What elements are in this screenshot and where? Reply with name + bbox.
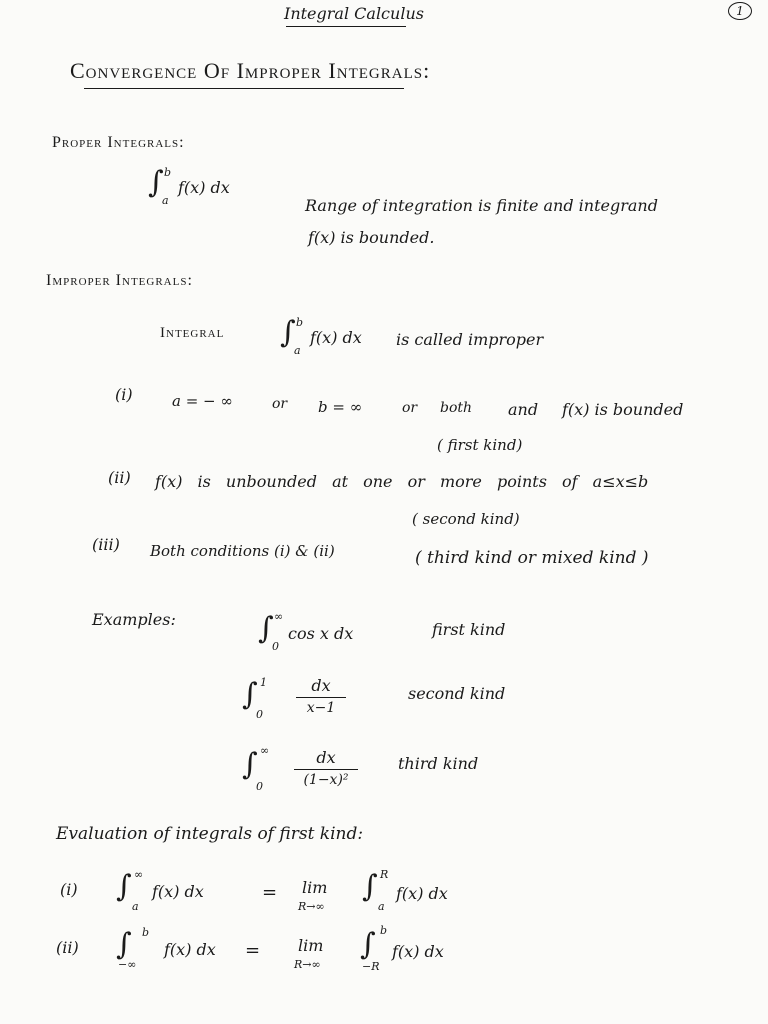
ex2-numerator: dx bbox=[311, 676, 331, 695]
eval2-lim-sub: R→∞ bbox=[294, 958, 321, 971]
ex3-fraction bbox=[294, 748, 358, 788]
header-title: Integral Calculus bbox=[284, 4, 424, 23]
ex2-upper-limit: 1 bbox=[260, 676, 267, 689]
integral-sign-icon: ∫ bbox=[116, 869, 132, 904]
ex2-denominator: x−1 bbox=[306, 700, 336, 716]
ex1-lower-limit: 0 bbox=[272, 640, 279, 653]
eval1-rhs-upper: R bbox=[380, 868, 389, 881]
proper-upper-limit: b bbox=[164, 166, 172, 179]
ex1-upper-limit: ∞ bbox=[274, 610, 284, 623]
proper-desc-line1: Range of integration is finite and integrand bbox=[305, 196, 658, 215]
proper-desc-line2: f(x) is bounded. bbox=[308, 228, 435, 247]
eval1-lhs-upper: ∞ bbox=[134, 868, 144, 881]
ex3-lower-limit: 0 bbox=[256, 780, 263, 793]
case2-kind: ( second kind) bbox=[412, 510, 520, 528]
main-title: Convergence Of Improper Integrals: bbox=[70, 58, 431, 83]
eval2-rhs-upper: b bbox=[380, 924, 388, 937]
case1-number: (i) bbox=[115, 385, 133, 404]
improper-heading: Improper Integrals: bbox=[46, 272, 193, 289]
page-number: 1 bbox=[728, 2, 752, 20]
example2-integral bbox=[242, 676, 362, 726]
case1-or1: or bbox=[272, 396, 288, 412]
eval1-equals: = bbox=[262, 882, 278, 903]
eval2-lhs-lower: −∞ bbox=[118, 958, 137, 971]
example3-integral bbox=[242, 746, 372, 800]
main-title-underline bbox=[84, 88, 404, 89]
case3-kind: ( third kind or mixed kind ) bbox=[415, 548, 649, 568]
examples-label: Examples: bbox=[92, 610, 176, 629]
eval1-lim-word: lim bbox=[302, 878, 328, 897]
integral-sign-icon: ∫ bbox=[258, 611, 274, 646]
intro-integrand: f(x) dx bbox=[310, 328, 362, 347]
eval1-lhs-integral bbox=[116, 868, 236, 916]
ex3-numerator: dx bbox=[316, 748, 336, 767]
example2-kind: second kind bbox=[408, 684, 506, 703]
improper-intro-integral bbox=[280, 315, 390, 362]
eval1-rhs-integrand: f(x) dx bbox=[396, 884, 448, 903]
proper-heading: Proper Integrals: bbox=[52, 134, 185, 151]
example3-kind: third kind bbox=[398, 754, 479, 773]
case1-kind: ( first kind) bbox=[437, 436, 523, 454]
case1-a: a = − ∞ bbox=[172, 392, 233, 410]
case3-text: Both conditions (i) & (ii) bbox=[150, 542, 335, 560]
eval2-equals: = bbox=[245, 940, 261, 961]
integral-sign-icon: ∫ bbox=[242, 747, 258, 782]
case2-text: f(x) is unbounded at one or more points of a≤x≤b bbox=[155, 472, 649, 491]
eval1-lim-sub: R→∞ bbox=[298, 900, 325, 913]
eval2-lhs-integrand: f(x) dx bbox=[164, 940, 216, 959]
example1-kind: first kind bbox=[432, 620, 506, 639]
eval1-number: (i) bbox=[60, 880, 78, 899]
proper-lower-limit: a bbox=[162, 194, 169, 207]
eval2-rhs-integral bbox=[360, 924, 490, 980]
integral-sign-icon: ∫ bbox=[148, 165, 164, 200]
intro-upper-limit: b bbox=[296, 316, 304, 329]
eval2-lim bbox=[294, 936, 344, 980]
case1-or2: or bbox=[402, 400, 418, 416]
case1-fx: f(x) is bounded bbox=[562, 400, 684, 419]
eval1-rhs-integral bbox=[362, 868, 482, 916]
case1-and: and bbox=[508, 400, 539, 419]
eval1-lhs-integrand: f(x) dx bbox=[152, 882, 204, 901]
eval2-lim-word: lim bbox=[298, 936, 324, 955]
ex1-integrand: cos x dx bbox=[288, 624, 354, 643]
integral-sign-icon: ∫ bbox=[280, 315, 296, 350]
case3-number: (iii) bbox=[92, 535, 120, 554]
integral-sign-icon: ∫ bbox=[362, 869, 378, 904]
case1-both: both bbox=[440, 400, 473, 416]
header-underline bbox=[286, 26, 406, 27]
case1-b: b = ∞ bbox=[318, 398, 363, 416]
ex3-upper-limit: ∞ bbox=[260, 744, 270, 757]
evaluation-heading: Evaluation of integrals of first kind: bbox=[56, 824, 364, 844]
fraction-bar bbox=[294, 769, 358, 770]
improper-intro-label: Integral bbox=[160, 325, 225, 341]
case2-number: (ii) bbox=[108, 468, 131, 487]
integral-sign-icon: ∫ bbox=[360, 927, 376, 962]
proper-integral bbox=[148, 165, 288, 212]
example1-integral bbox=[258, 610, 388, 658]
eval1-lim bbox=[298, 878, 348, 922]
eval1-rhs-lower: a bbox=[378, 900, 385, 913]
integral-sign-icon: ∫ bbox=[242, 677, 258, 712]
intro-lower-limit: a bbox=[294, 344, 301, 357]
ex2-lower-limit: 0 bbox=[256, 708, 263, 721]
ex2-fraction bbox=[296, 676, 346, 716]
eval2-lhs-upper: b bbox=[142, 926, 150, 939]
eval2-number: (ii) bbox=[56, 938, 79, 957]
integral-sign-icon: ∫ bbox=[116, 927, 132, 962]
improper-intro-tail: is called improper bbox=[396, 330, 544, 349]
proper-integrand: f(x) dx bbox=[178, 178, 230, 197]
eval1-lhs-lower: a bbox=[132, 900, 139, 913]
eval2-rhs-integrand: f(x) dx bbox=[392, 942, 444, 961]
ex3-denominator: (1−x)² bbox=[303, 772, 349, 788]
fraction-bar bbox=[296, 697, 346, 698]
eval2-lhs-integral bbox=[116, 926, 246, 980]
eval2-rhs-lower: −R bbox=[362, 960, 380, 973]
